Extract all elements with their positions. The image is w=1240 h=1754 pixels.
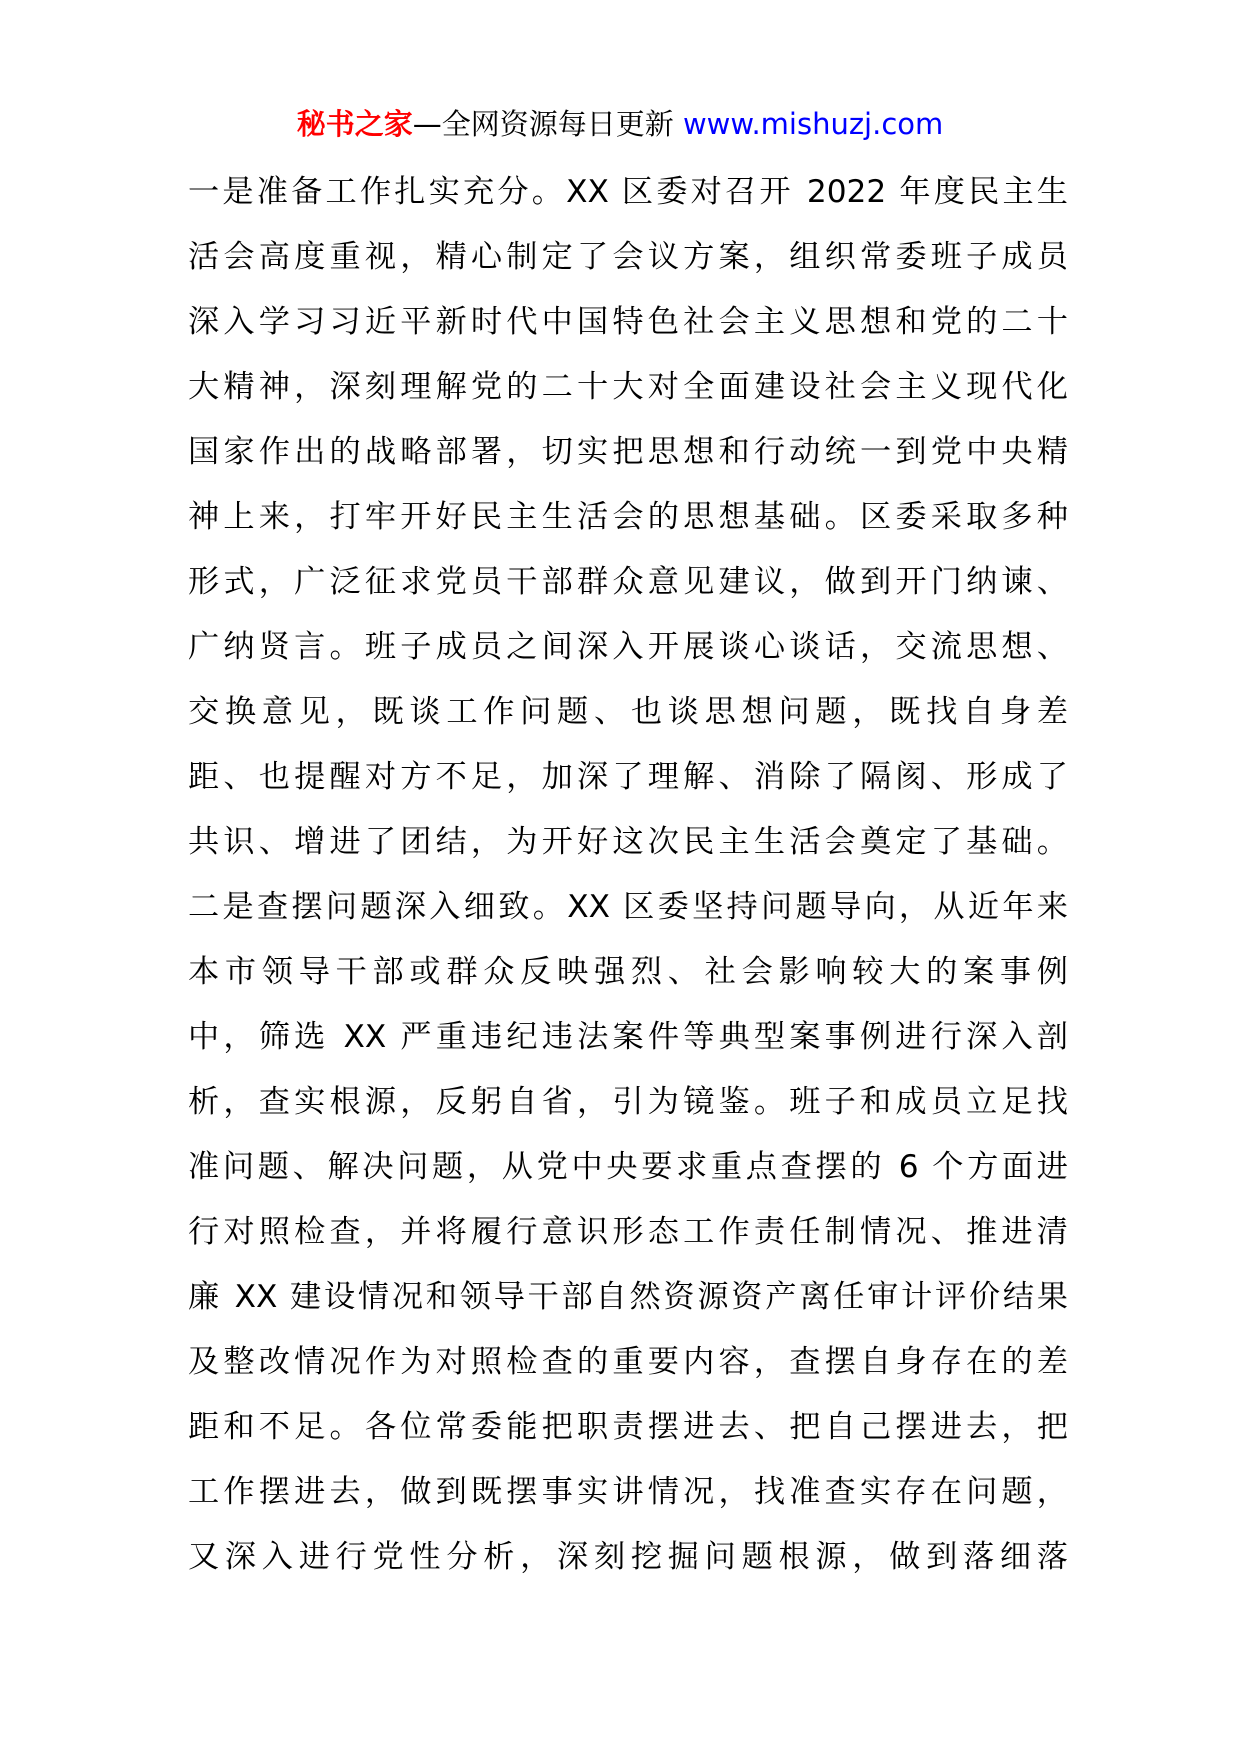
text-line: 大精神，深刻理解党的二十大对全面建设社会主义现代化	[188, 369, 1068, 405]
text-line: 共识、增进了团结，为开好这次民主生活会奠定了基础。	[188, 824, 1068, 860]
text-line: 距和不足。各位常委能把职责摆进去、把自己摆进去，把	[188, 1409, 1068, 1445]
text-line: 廉 XX 建设情况和领导干部自然资源资产离任审计评价结果	[188, 1279, 1068, 1315]
text-line: 交换意见，既谈工作问题、也谈思想问题，既找自身差	[188, 694, 1068, 730]
text-line: 形式，广泛征求党员干部群众意见建议，做到开门纳谏、	[188, 564, 1068, 600]
text-line: 一是准备工作扎实充分。XX 区委对召开 2022 年度民主生	[188, 174, 1068, 210]
header-brand: 秘书之家	[296, 107, 413, 141]
text-line: 工作摆进去，做到既摆事实讲情况，找准查实存在问题，	[188, 1474, 1068, 1510]
header-tagline: —全网资源每日更新	[412, 107, 683, 141]
page-header	[0, 100, 1240, 148]
text-line: 国家作出的战略部署，切实把思想和行动统一到党中央精	[188, 434, 1068, 470]
body-text	[188, 160, 1068, 1590]
text-line: 析，查实根源，反躬自省，引为镜鉴。班子和成员立足找	[188, 1084, 1068, 1120]
text-line: 行对照检查，并将履行意识形态工作责任制情况、推进清	[188, 1214, 1068, 1250]
text-line: 二是查摆问题深入细致。XX 区委坚持问题导向，从近年来	[188, 889, 1068, 925]
text-line: 本市领导干部或群众反映强烈、社会影响较大的案事例	[188, 954, 1068, 990]
text-line: 及整改情况作为对照检查的重要内容，查摆自身存在的差	[188, 1344, 1068, 1380]
text-line: 深入学习习近平新时代中国特色社会主义思想和党的二十	[188, 304, 1068, 340]
text-line: 中，筛选 XX 严重违纪违法案件等典型案事例进行深入剖	[188, 1019, 1068, 1055]
text-line: 距、也提醒对方不足，加深了理解、消除了隔阂、形成了	[188, 759, 1068, 795]
text-line: 又深入进行党性分析，深刻挖掘问题根源，做到落细落	[188, 1539, 1068, 1575]
text-line: 神上来，打牢开好民主生活会的思想基础。区委采取多种	[188, 499, 1068, 535]
text-line: 活会高度重视，精心制定了会议方案，组织常委班子成员	[188, 239, 1068, 275]
text-line: 广纳贤言。班子成员之间深入开展谈心谈话，交流思想、	[188, 629, 1068, 665]
header-site-link[interactable]: www.mishuzj.com	[682, 107, 944, 141]
text-line: 准问题、解决问题，从党中央要求重点查摆的 6 个方面进	[188, 1149, 1068, 1185]
